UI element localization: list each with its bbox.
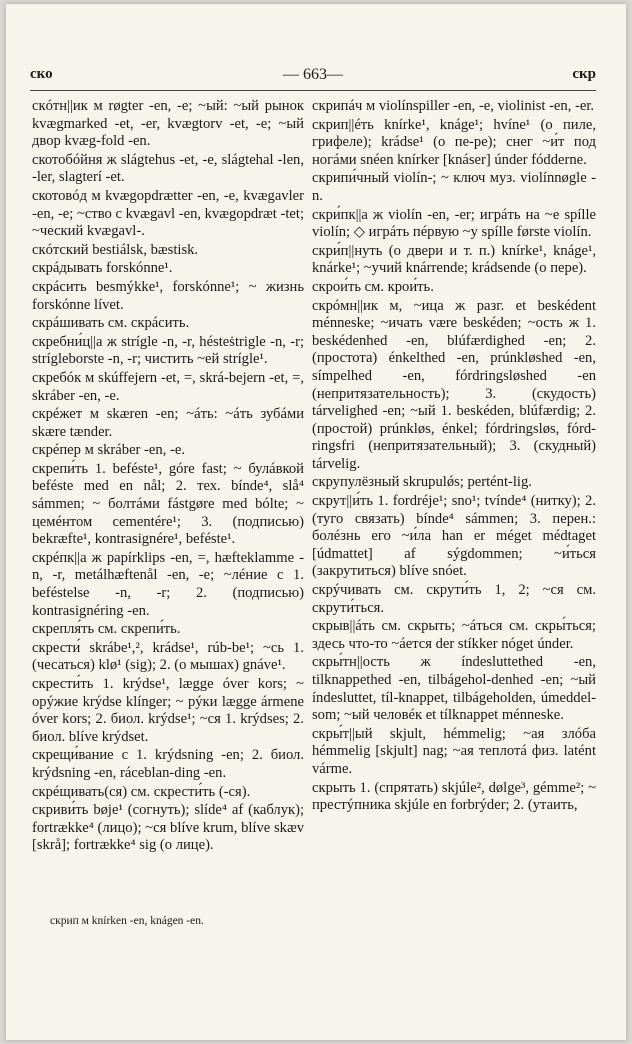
dictionary-entry: скры́тн||ость ж índesluttethed -en, tilknappethed -en, tilbágehol-denhed -en; ~ый índesluttet, tíl-knappet, tilbágeholden, úmeddel-som; ~ый человéк et tílknappet ménneske.	[312, 654, 596, 724]
dictionary-entry: скрипи́чный violín-; ~ ключ муз. violínnøgle -n.	[312, 170, 596, 204]
right-column	[312, 98, 596, 816]
dictionary-page	[6, 4, 626, 1040]
dictionary-entry: скóтн||ик м røgter -en, -e; ~ый: ~ый рынок kvægmarked -et, -er, kvægtorv -et, -e; ~ый двор kvæg-fold -en.	[32, 98, 304, 150]
dictionary-entry: скрои́ть см. крои́ть.	[312, 278, 434, 295]
header-rule	[30, 90, 596, 91]
dictionary-entry: скрóмн||ик м, ~ица ж разг. et beskédent ménneske; ~ичать være beskéden; ~ость ж 1. beskédenhed -en, blúfærdighed -en; 2. (простота) énkelthed -en, prúnkløshed -en, símpelhed -en, fórdringsløshed -en (непритязательность); 3. (скудость) tárvelighed -en; ~ый 1. beskéden, blúfærdig; 2. (простой) prúnkløs, énkel; fórdringsløs, fórd-ringsfri (непритязательный); 3. (скудный) tárvelig.	[312, 297, 596, 472]
dictionary-entry: скрут||и́ть 1. fordréje¹; sno¹; tvínde⁴ (нитку); 2. (туго связать) bínde⁴ sámmen; 3. перен.: болéзнь его ~и́ла han er méget médtaget [údmattet] af sýgdommen; ~и́ться (закрутиться) blíve snóet.	[312, 493, 596, 580]
dictionary-entry: скотобóйня ж slágtehus -et, -e, slágtehal -len, -ler, slagterí -et.	[32, 151, 304, 186]
dictionary-entry: скри́п||нуть (о двери и т. п.) knírke¹, knáge¹, knárke¹; ~учий knárrende; krádsende (о пере).	[312, 242, 596, 277]
dictionary-entry: скри́пк||а ж violín -en, -er; игрáть на ~е spílle violín; ◇ игрáть пéрвую ~у spílle første violín.	[312, 206, 596, 241]
dictionary-entry: скрéщивать(ся) см. скрести́ть (-ся).	[32, 783, 251, 800]
dictionary-entry: скриви́ть bøje¹ (согнуть); slíde⁴ af (каблук); fortrække⁴ (лицо); ~ся blíve krum, blíve skæv [skrå]; fortrække⁴ sig (о лице).	[32, 802, 304, 854]
running-header	[30, 66, 596, 88]
page-number: — 663—	[283, 66, 343, 83]
dictionary-entry: скрýчивать см. скрути́ть 1, 2; ~ся см. скрути́ться.	[312, 582, 596, 616]
dictionary-entry: скрупулёзный skrupulǿs; pertént-lig.	[312, 474, 532, 491]
dictionary-entry: скрéпк||а ж papírklips -en, =, hæfteklamme -n, -r, metálhæftenål -en, -e; ~лéние с 1. beféstelse -n, -r; 2. (подписью) kontrasignéring -en.	[32, 549, 304, 619]
dictionary-entry: скóтский bestiálsk, bæstisk.	[32, 241, 199, 258]
dictionary-entry: скрипáч м violínspiller -en, -e, violinist -en, -er.	[312, 98, 595, 114]
dictionary-entry: скрáшивать см. скрáсить.	[32, 315, 190, 332]
dictionary-entry: скрепи́ть 1. beféste¹, góre fast; ~ булáвкой beféste med en nål; 2. тех. bínde⁴, slå⁴ sámmen; ~ болтáми fástgøre med bólte; ~ цемéнтом cementére¹; 3. (подписью) bekræfte¹, kontrasignére¹, beféste¹.	[32, 460, 304, 548]
dictionary-entry: скребóк м skúffejern -et, =, skrá-bejern -et, =, skráber -en, -e.	[32, 369, 304, 404]
header-right-guide-word: скр	[572, 66, 596, 82]
dictionary-entry: скрáсить besmýkke¹, forskónne¹; ~ жизнь forskónne lívet.	[32, 278, 304, 313]
left-column	[32, 98, 304, 856]
dictionary-entry: скрéжет м skæren -en; ~áть: ~áть зубáми skære tænder.	[32, 406, 304, 440]
dictionary-entry: скрепля́ть см. скрепи́ть.	[32, 621, 181, 638]
dictionary-entry: скрип||éть knírke¹, knáge¹; hvíne¹ (о пиле, грифеле); krádse¹ (о пе-ре); снег ~и́т под ногáми snéen knírker [knáser] únder fódderne.	[312, 116, 596, 168]
dictionary-entry: скрéпер м skráber -en, -e.	[32, 442, 185, 459]
dictionary-entry: скрести́ть 1. krýdse¹, lægge óver kors; ~ орýжие krýdse klínger; ~ рýки lægge ármene óver kors; 2. биол. krýdse¹; ~ся 1. krýdses; 2. биол. blíve krýdset.	[32, 676, 304, 745]
dictionary-entry: скотовóд м kvægopdrætter -en, -e, kvægavler -en, -e; ~ство с kvægavl -en, kvægopdræt -tet; ~ческий kvægavl-.	[32, 187, 304, 240]
dictionary-entry: скрáдывать forskónne¹.	[32, 260, 173, 277]
dictionary-entry: скрести́ skrábe¹,², krádse¹, rúb-be¹; ~сь 1. (чесаться) klø¹ (sig); 2. (о мышах) gnáve¹.	[32, 639, 304, 674]
dictionary-entry: скребни́ц||а ж strígle -n, -r, hésteṡtrigle -n, -r; strígleborste -n, -r; чистить ~ей strígle¹.	[32, 333, 304, 368]
dictionary-entry: скрыть 1. (спрятать) skjúle², dølge³, gémme²; ~ престýпника skjúle en forbrýder; 2. (утаить,	[312, 779, 596, 814]
header-left-guide-word: ско	[30, 66, 53, 82]
footer-entry: скрип м knírken -en, knágen -en.	[50, 915, 204, 927]
dictionary-entry: скрыв||áть см. скрыть; ~áться см. скры́ться; здесь что-то ~áется der stíkker nóget únder.	[312, 618, 596, 652]
dictionary-entry: скрещи́вание с 1. krýdsning -en; 2. биол. krýdsning -en, ráceblan-ding -en.	[32, 747, 304, 781]
dictionary-entry: скры́т||ый skjult, hémmelig; ~ая злóба hémmelig [skjult] nag; ~ая теплотá физ. latént várme.	[312, 725, 596, 777]
